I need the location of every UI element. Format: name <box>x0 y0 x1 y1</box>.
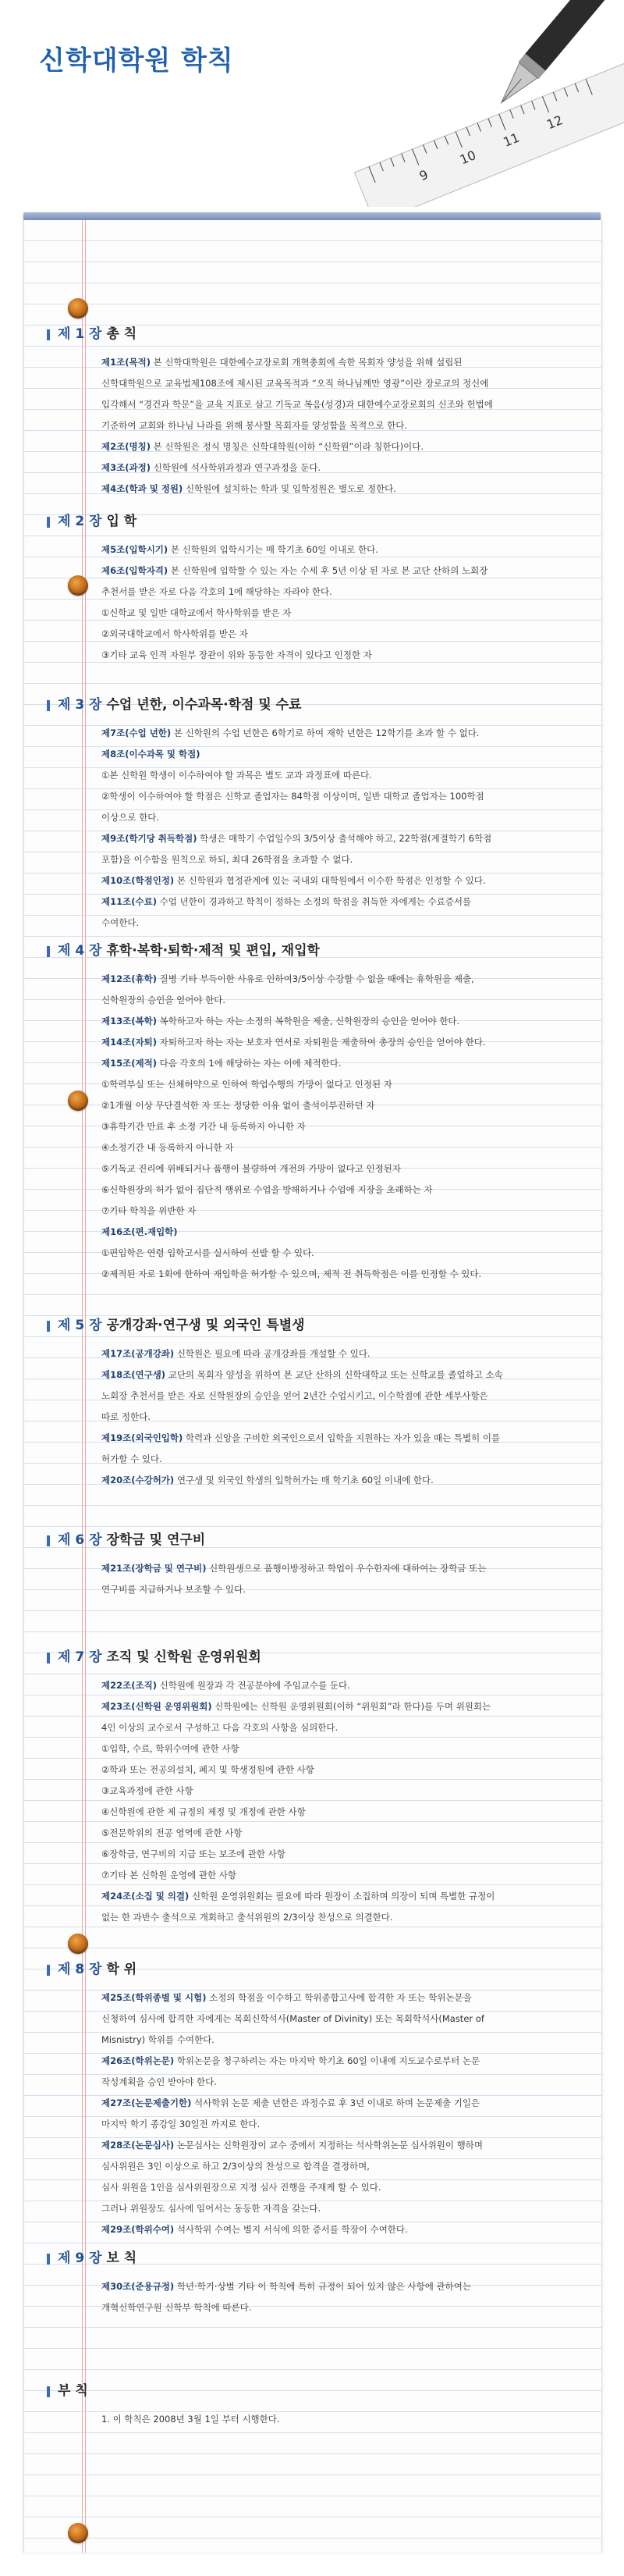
article-line <box>101 913 585 934</box>
article-line <box>101 436 585 457</box>
chapter-heading <box>47 695 585 715</box>
article-line <box>101 1343 585 1364</box>
article-label: 제9조(학기당 취득학점) <box>101 833 197 844</box>
article-line <box>101 807 585 828</box>
article-text: ②제적된 자로 1회에 한하여 재입학을 허가할 수 있으며, 제적 전 취득학점은 이를 인정할 수 있다. <box>101 1268 482 1279</box>
article-label: 제17조(공개강좌) <box>101 1348 175 1359</box>
chapter-title: 입 학 <box>106 514 137 529</box>
chapter-heading <box>47 1959 585 1980</box>
article-label: 제21조(장학금 및 연구비) <box>101 1563 207 1574</box>
chapter-heading <box>47 1647 585 1667</box>
article-line <box>101 1558 585 1579</box>
chapter-body <box>47 1987 585 2240</box>
article-line <box>101 2072 585 2093</box>
article-line <box>101 1386 585 1407</box>
article-text: ⑦기타 본 신학원 운영에 관한 사항 <box>101 1870 237 1880</box>
chapter-number: 제 1 장 <box>58 326 107 342</box>
article-line <box>101 1074 585 1095</box>
chapter-section <box>47 511 585 666</box>
article-line <box>101 582 585 603</box>
page-title: 신학대학원 학칙 <box>39 45 234 76</box>
article-text: 심사위원은 3인 이상으로 하고 2/3이상의 찬성으로 합격을 결정하며, <box>101 2161 370 2172</box>
article-label: 제15조(제적) <box>101 1058 157 1069</box>
chapter-section <box>47 2381 585 2430</box>
article-text: 질병 기타 부득이한 사유로 인하여3/5이상 수강할 수 없을 때에는 휴학원을 제출, <box>156 973 474 984</box>
article-label: 제5조(입학시기) <box>101 544 168 555</box>
chapter-body <box>47 539 585 666</box>
article-line <box>101 2409 585 2430</box>
article-label: 제20조(수강허가) <box>101 1475 175 1485</box>
article-label: 제2조(명칭) <box>101 441 151 452</box>
article-text: 허가할 수 있다. <box>101 1453 162 1464</box>
article-text: ②학과 또는 전공의설치, 폐지 및 학생정원에 관한 사항 <box>101 1764 314 1775</box>
article-line <box>101 1364 585 1386</box>
article-line <box>101 1907 585 1928</box>
article-text: 1. 이 학칙은 2008년 3월 1일 부터 시행한다. <box>101 2414 280 2425</box>
article-line <box>101 2114 585 2135</box>
article-line <box>101 969 585 990</box>
article-line <box>101 1116 585 1137</box>
article-text: 본 신학원의 입학시기는 매 학기초 60일 이내로 한다. <box>168 544 378 555</box>
article-line <box>101 2156 585 2177</box>
article-text: 개혁신학연구원 신학부 학칙에 따른다. <box>101 2302 252 2313</box>
chapter-title: 공개강좌·연구생 및 외국인 특별생 <box>106 1318 305 1333</box>
article-line <box>101 1579 585 1600</box>
article-text: ⑥장학금, 연구비의 지급 또는 보조에 관한 사항 <box>101 1848 285 1859</box>
article-text: 신학원장의 승인을 얻어야 한다. <box>101 994 226 1005</box>
article-line <box>101 2276 585 2297</box>
article-text: 작성계획을 승인 받아야 한다. <box>101 2076 217 2087</box>
article-line <box>101 1158 585 1179</box>
article-text: ③휴학기간 만료 후 소정 기간 내 등록하지 아니한 자 <box>101 1121 306 1132</box>
article-text: 추천서를 받은 자로 다음 각호의 1에 해당하는 자라야 한다. <box>101 586 332 597</box>
article-text: 연구생 및 외국인 학생의 입학허가는 매 학기초 60일 이내에 한다. <box>174 1475 434 1485</box>
article-line <box>101 394 585 415</box>
article-text: 석사학위 논문 제출 년한은 과정수료 후 3년 이내로 하며 논문제출 기일은 <box>191 2097 480 2108</box>
article-text: 노회장 추천서를 받은 자로 신학원장의 승인을 얻어 2년간 수업시키고, 이수학점에 관한 세부사항은 <box>101 1390 488 1401</box>
article-text: 4인 이상의 교수로서 구성하고 다음 각호의 사항을 심의한다. <box>101 1722 339 1733</box>
article-text: 학위논문을 청구하려는 자는 마지막 학기초 60일 이내에 지도교수로부터 논문 <box>174 2055 480 2066</box>
article-text: ④소정기간 내 등록하지 아니한 자 <box>101 1142 234 1153</box>
article-line <box>101 1032 585 1053</box>
article-line <box>101 1675 585 1696</box>
article-text: 소정의 학점을 이수하고 학위종합고사에 합격한 자 또는 학위논문을 <box>206 1992 472 2003</box>
article-label: 제10조(학점인정) <box>101 875 175 886</box>
article-text: ①신학교 및 일반 대학교에서 학사학위를 받은 자 <box>101 607 292 618</box>
article-line <box>101 645 585 666</box>
chapter-body <box>47 969 585 1285</box>
article-text: 따로 정한다. <box>101 1411 151 1422</box>
article-label: 제1조(목적) <box>101 357 151 368</box>
article-text: 본 신학원의 수업 년한은 6학기로 하여 재학 년한은 12학기를 초과 할 수 없다. <box>171 728 480 738</box>
chapter-section <box>47 1959 585 2240</box>
article-text: 심사 위원을 1인을 심사위원장으로 지정 심사 진행을 주재케 할 수 있다. <box>101 2182 381 2193</box>
chapter-title: 부 칙 <box>58 2383 88 2399</box>
chapter-number: 제 2 장 <box>58 514 107 529</box>
article-line <box>101 560 585 582</box>
article-text: 학력과 신앙을 구비한 외국인으로서 입학을 지원하는 자가 있을 때는 특별히 이를 <box>183 1432 501 1443</box>
article-text: 본 신학원에 입학할 수 있는 자는 수세 후 5년 이상 된 자로 본 교단 산하의 노회장 <box>168 565 488 576</box>
header <box>0 0 624 207</box>
chapter-body <box>47 2276 585 2318</box>
article-text: 신학원 운영위원회는 필요에 따라 원장이 소집하며 의장이 되며 특별한 규정이 <box>189 1891 495 1902</box>
article-text: 자퇴하고자 하는 자는 보호자 연서로 자퇴원을 제출하여 총장의 승인을 얻어야 한다. <box>156 1037 486 1048</box>
chapter-number: 제 5 장 <box>58 1318 107 1333</box>
article-label: 제23조(신학원 운영위원회) <box>101 1701 212 1712</box>
article-line <box>101 891 585 913</box>
chapter-number: 제 9 장 <box>58 2250 107 2266</box>
article-line <box>101 1886 585 1907</box>
article-line <box>101 1781 585 1802</box>
article-label: 제28조(논문심사) <box>101 2140 175 2151</box>
article-label: 제13조(복학) <box>101 1016 157 1026</box>
binder-hole-icon <box>68 2523 88 2543</box>
article-line <box>101 1696 585 1717</box>
article-text: ②학생이 이수하여야 할 학점은 신학교 졸업자는 84학점 이상이며, 일반 대학교 졸업자는 100학점 <box>101 791 484 802</box>
article-text: ⑦기타 학칙을 위반한 자 <box>101 1205 197 1216</box>
chapter-heading <box>47 511 585 532</box>
chapter-heading <box>47 1315 585 1336</box>
binder-hole-icon <box>68 298 88 318</box>
article-line <box>101 744 585 765</box>
chapter-number: 제 6 장 <box>58 1532 107 1548</box>
article-line <box>101 786 585 807</box>
article-line <box>101 1717 585 1738</box>
article-line <box>101 1243 585 1264</box>
article-label: 제24조(소집 및 의결) <box>101 1891 190 1902</box>
article-line <box>101 603 585 624</box>
svg-text:11: 11 <box>501 130 522 150</box>
article-label: 제18조(연구생) <box>101 1369 166 1380</box>
article-label: 제27조(논문제출기한) <box>101 2097 192 2108</box>
article-line <box>101 870 585 891</box>
article-text: ①편입학은 연령 입학고시를 실시하여 선발 할 수 있다. <box>101 1247 314 1258</box>
chapter-section <box>47 1530 585 1600</box>
article-text: 신학원에는 신학원 운영위원회(이하 “위원회”라 한다)를 두며 위원회는 <box>211 1701 491 1712</box>
article-text: ⑤기독교 진리에 위배되거나 품행이 불량하여 개전의 가망이 없다고 인정된자 <box>101 1163 401 1174</box>
article-line <box>101 2297 585 2318</box>
article-line <box>101 479 585 500</box>
article-line <box>101 1844 585 1865</box>
article-line <box>101 828 585 849</box>
article-label: 제3조(과정) <box>101 462 151 473</box>
article-line <box>101 373 585 394</box>
chapter-heading <box>47 1530 585 1550</box>
chapter-title: 조직 및 신학원 운영위원회 <box>106 1649 261 1665</box>
chapter-section <box>47 324 585 500</box>
article-text: ①학력부실 또는 신체허약으로 인하여 학업수행의 가망이 없다고 인정된 자 <box>101 1079 392 1090</box>
chapter-title: 수업 년한, 이수과목·학점 및 수료 <box>106 697 302 713</box>
article-line <box>101 1264 585 1285</box>
article-text: 본 신학원은 정식 명칭은 신학대학원(이하 “신학원”이라 칭한다)이다. <box>150 441 424 452</box>
article-text: ③기타 교육 인격 자원부 장관이 위와 동등한 자격이 있다고 인정한 자 <box>101 649 372 660</box>
article-label: 제25조(학위종별 및 시험) <box>101 1992 207 2003</box>
article-text: 이상으로 한다. <box>101 812 159 823</box>
article-text: Misnistry) 학위를 수여한다. <box>101 2034 214 2045</box>
article-line <box>101 1759 585 1781</box>
article-line <box>101 1987 585 2008</box>
ruler-pen-illustration <box>343 0 624 207</box>
article-text: 신청하여 심사에 합격한 자에게는 목회신학석사(Master of Divinity) 또는 목회학석사(Master of <box>101 2013 484 2024</box>
article-line <box>101 457 585 479</box>
article-text: 석사학위 수여는 별지 서식에 의한 증서를 학장이 수여한다. <box>174 2224 408 2235</box>
article-line <box>101 990 585 1011</box>
article-line <box>101 1011 585 1032</box>
chapter-section <box>47 2248 585 2318</box>
article-line <box>101 1470 585 1491</box>
article-text: 다음 각호의 1에 해당하는 자는 이에 제적한다. <box>156 1058 342 1069</box>
article-line <box>101 2008 585 2030</box>
chapter-body <box>47 2409 585 2430</box>
article-label: 제12조(휴학) <box>101 973 157 984</box>
article-text: ⑤전문학위의 전공 영역에 관한 사항 <box>101 1827 243 1838</box>
article-line <box>101 2135 585 2156</box>
chapter-title: 휴학·복학·퇴학·제적 및 편입, 재입학 <box>106 943 320 959</box>
article-line <box>101 723 585 744</box>
article-text: 마지막 학기 종강일 30일전 까지로 한다. <box>101 2119 261 2129</box>
article-line <box>101 1449 585 1470</box>
chapter-number: 제 8 장 <box>58 1962 107 1977</box>
article-line <box>101 1222 585 1243</box>
chapter-heading <box>47 2248 585 2268</box>
article-text: 없는 한 과반수 출석으로 개회하고 출석위원의 2/3이상 찬성으로 의결한다. <box>101 1912 393 1923</box>
article-text: 신학원에 원장과 각 전공분야에 주임교수를 둔다. <box>156 1680 350 1691</box>
article-label: 제8조(이수과목 및 학점) <box>101 749 200 760</box>
article-line <box>101 1407 585 1428</box>
chapter-body <box>47 1675 585 1928</box>
article-line <box>101 1823 585 1844</box>
article-text: 본 신학대학원은 대한예수교장로회 개혁총회에 속한 목회자 양성을 위해 설립된 <box>150 357 463 368</box>
article-line <box>101 1802 585 1823</box>
article-text: 수여한다. <box>101 917 140 928</box>
article-text: 신학원에 석사학위과정과 연구과정을 둔다. <box>150 462 321 473</box>
article-label: 제29조(학위수여) <box>101 2224 175 2235</box>
article-text: 본 신학원과 협정관계에 있는 국내외 대학원에서 이수한 학점은 인정할 수 있다. <box>174 875 486 886</box>
article-text: 기준하여 교회와 하나님 나라를 위해 봉사할 목회자를 양성함을 목적으로 한다. <box>101 420 408 431</box>
article-text: 신학원에 설치하는 학과 및 입학정원은 별도로 정한다. <box>183 483 396 494</box>
article-text: 입각해서 “경건과 학문”을 교육 지표로 삼고 기독교 복음(성경)과 대한예수교장로회의 신조와 헌법에 <box>101 399 493 410</box>
chapter-section <box>47 1315 585 1491</box>
article-text: 연구비를 지급하거나 보조할 수 있다. <box>101 1584 246 1595</box>
article-line <box>101 1137 585 1158</box>
chapter-title: 장학금 및 연구비 <box>106 1532 206 1548</box>
article-text: ④신학원에 관한 제 규정의 제정 및 개정에 관한 사항 <box>101 1806 306 1817</box>
article-text: 포함)을 이수함을 원칙으로 하되, 최대 26학점을 초과할 수 없다. <box>101 854 353 865</box>
article-label: 제16조(편.재입학) <box>101 1226 178 1237</box>
chapter-section <box>47 1647 585 1928</box>
article-label: 제4조(학과 및 정원) <box>101 483 183 494</box>
article-label: 제7조(수업 년한) <box>101 728 172 738</box>
chapter-heading <box>47 2381 585 2401</box>
article-line <box>101 1428 585 1449</box>
header-divider <box>23 212 601 220</box>
article-text: ②1개월 이상 무단결석한 자 또는 정당한 이유 없이 출석이부진하던 자 <box>101 1100 375 1111</box>
chapter-number: 제 3 장 <box>58 697 107 713</box>
article-text: 신학원생으로 품행이방정하고 학업이 우수한자에 대하여는 장학금 또는 <box>206 1563 487 1574</box>
chapter-title: 보 칙 <box>106 2250 137 2266</box>
article-line <box>101 2219 585 2240</box>
article-label: 제6조(입학자격) <box>101 565 168 576</box>
chapter-body <box>47 1343 585 1491</box>
svg-text:12: 12 <box>544 112 566 133</box>
article-text: ①입학, 수료, 학위수여에 관한 사항 <box>101 1743 239 1754</box>
article-line <box>101 2030 585 2051</box>
article-line <box>101 1095 585 1116</box>
article-text: ②외국대학교에서 학사학위를 받은 자 <box>101 628 248 639</box>
article-text: ③교육과정에 관한 사항 <box>101 1785 193 1796</box>
article-line <box>101 415 585 436</box>
article-label: 제30조(준용규정) <box>101 2281 175 2292</box>
article-text: 신학대학원으로 교육법제108조에 제시된 교육목적과 “오직 하나님께만 영광”이란 장로교의 정신에 <box>101 378 489 389</box>
article-text: 복학하고자 하는 자는 소정의 복학원을 제출, 신학원장의 승인을 얻어야 한다. <box>156 1016 460 1026</box>
article-line <box>101 2093 585 2114</box>
chapter-number: 제 4 장 <box>58 943 107 959</box>
article-line <box>101 352 585 373</box>
article-line <box>101 2177 585 2198</box>
article-text: 학년·학기·상벌 기타 이 학칙에 특히 규정이 되어 있지 않은 사항에 관하여는 <box>174 2281 471 2292</box>
article-text: 학생은 매학기 수업일수의 3/5이상 출석해야 하고, 22학점(계절학기 6학점 <box>197 833 492 844</box>
article-text: 그러나 위원장도 심사에 임어서는 동등한 자격을 갖는다. <box>101 2203 321 2214</box>
article-line <box>101 1738 585 1759</box>
chapter-section <box>47 941 585 1285</box>
article-text: ⑥신학원장의 허가 없이 집단적 행위로 수업을 방해하거나 수업에 지장을 초래하는 자 <box>101 1184 433 1195</box>
chapter-heading <box>47 324 585 344</box>
article-line <box>101 1053 585 1074</box>
chapter-section <box>47 695 585 934</box>
article-text: ①본 신학원 학생이 이수하여야 할 과목은 별도 교과 과정표에 따른다. <box>101 770 372 781</box>
chapter-body <box>47 1558 585 1600</box>
article-line <box>101 849 585 870</box>
article-line <box>101 1179 585 1201</box>
article-line <box>101 2198 585 2219</box>
chapter-heading <box>47 941 585 961</box>
chapter-body <box>47 352 585 500</box>
binder-hole-icon <box>68 1934 88 1954</box>
article-label: 제26조(학위논문) <box>101 2055 175 2066</box>
chapter-title: 총 칙 <box>106 326 137 342</box>
article-text: 논문심사는 신학원장이 교수 중에서 지정하는 석사학위논문 심사위원이 행하며 <box>174 2140 484 2151</box>
article-text: 신학원은 필요에 따라 공개강좌를 개설할 수 있다. <box>174 1348 370 1359</box>
article-text: 수업 년한이 경과하고 학칙이 정하는 소정의 학점을 취득한 자에게는 수료증서를 <box>156 896 472 907</box>
chapter-body <box>47 723 585 934</box>
svg-text:10: 10 <box>457 148 478 168</box>
article-label: 제14조(자퇴) <box>101 1037 157 1048</box>
article-line <box>101 1865 585 1886</box>
article-line <box>101 2051 585 2072</box>
svg-text:9: 9 <box>417 166 431 184</box>
chapter-title: 학 위 <box>106 1962 137 1977</box>
article-line <box>101 765 585 786</box>
article-line <box>101 539 585 560</box>
article-label: 제19조(외국인입학) <box>101 1432 183 1443</box>
article-label: 제11조(수료) <box>101 896 157 907</box>
article-label: 제22조(조직) <box>101 1680 157 1691</box>
chapter-number: 제 7 장 <box>58 1649 107 1665</box>
article-text: 교단의 목회자 양성을 위하여 본 교단 산하의 신학대학교 또는 신학교를 졸업하고 소속 <box>165 1369 503 1380</box>
article-line <box>101 624 585 645</box>
article-line <box>101 1201 585 1222</box>
